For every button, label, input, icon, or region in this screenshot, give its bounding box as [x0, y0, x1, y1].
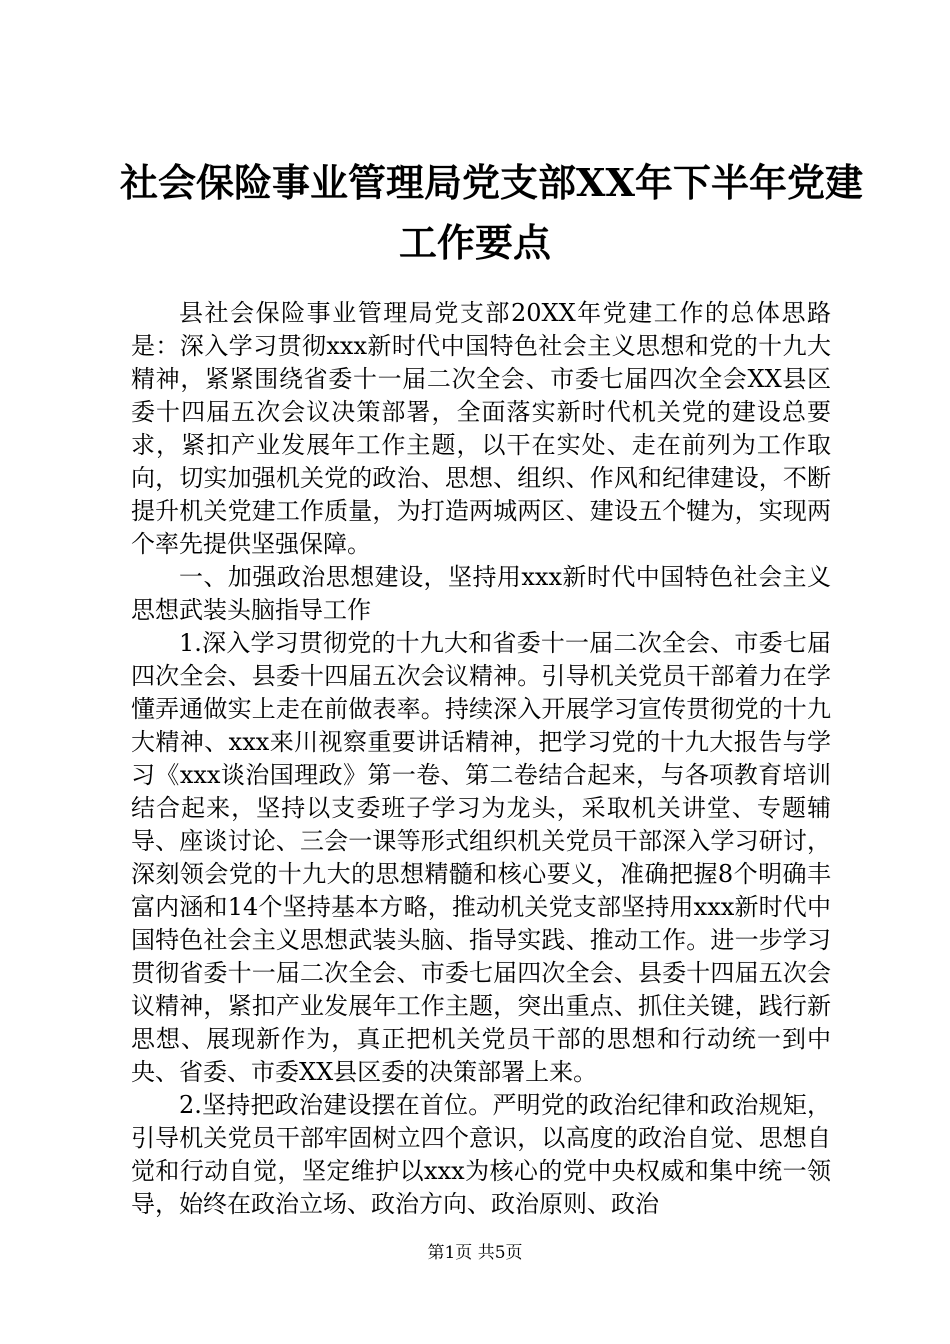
page-footer: 第1页 共5页: [427, 1243, 523, 1263]
document-title-line1: 社会保险事业管理局党支部XX年下半年党建: [120, 160, 863, 205]
document-body: [131, 297, 831, 1221]
paragraph-item-1: 1.深入学习贯彻党的十九大和省委十一届二次全会、市委七届四次全会、县委十四届五次会议精神。引导机关党员干部着力在学懂弄通做实上走在前做表率。持续深入开展学习宣传贯彻党的十九大精神、xxx来川视察重要讲话精神，把学习党的十九大报告与学习《xxx谈治国理政》第一卷、第二卷结合起来，与各项教育培训结合起来，坚持以支委班子学习为龙头，采取机关讲堂、专题辅导、座谈讨论、三会一课等形式组织机关党员干部深入学习研讨，深刻领会党的十九大的思想精髓和核心要义，准确把握8个明确丰富内涵和14个坚持基本方略，推动机关党支部坚持用xxx新时代中国特色社会主义思想武装头脑、指导实践、推动工作。进一步学习贯彻省委十一届二次全会、市委七届四次全会、县委十四届五次会议精神，紧扣产业发展年工作主题，突出重点、抓住关键，践行新思想、展现新作为，真正把机关党员干部的思想和行动统一到中央、省委、市委XX县区委的决策部署上来。: [131, 629, 831, 1086]
paragraph-item-2: 2.坚持把政治建设摆在首位。严明党的政治纪律和政治规矩，引导机关党员干部牢固树立四个意识，以高度的政治自觉、思想自觉和行动自觉，坚定维护以xxx为核心的党中央权威和集中统一领导，始终在政治立场、政治方向、政治原则、政治: [131, 1091, 831, 1218]
paragraph-intro: 县社会保险事业管理局党支部20XX年党建工作的总体思路是：深入学习贯彻xxx新时代中国特色社会主义思想和党的十九大精神，紧紧围绕省委十一届二次全会、市委七届四次全会XX县区委十四届五次会议决策部署，全面落实新时代机关党的建设总要求，紧扣产业发展年工作主题，以干在实处、走在前列为工作取向，切实加强机关党的政治、思想、组织、作风和纪律建设，不断提升机关党建工作质量，为打造两城两区、建设五个犍为，实现两个率先提供坚强保障。: [131, 299, 831, 558]
section-heading-1: 一、加强政治思想建设，坚持用xxx新时代中国特色社会主义思想武装头脑指导工作: [131, 563, 831, 624]
document-title-line2: 工作要点: [398, 220, 551, 265]
